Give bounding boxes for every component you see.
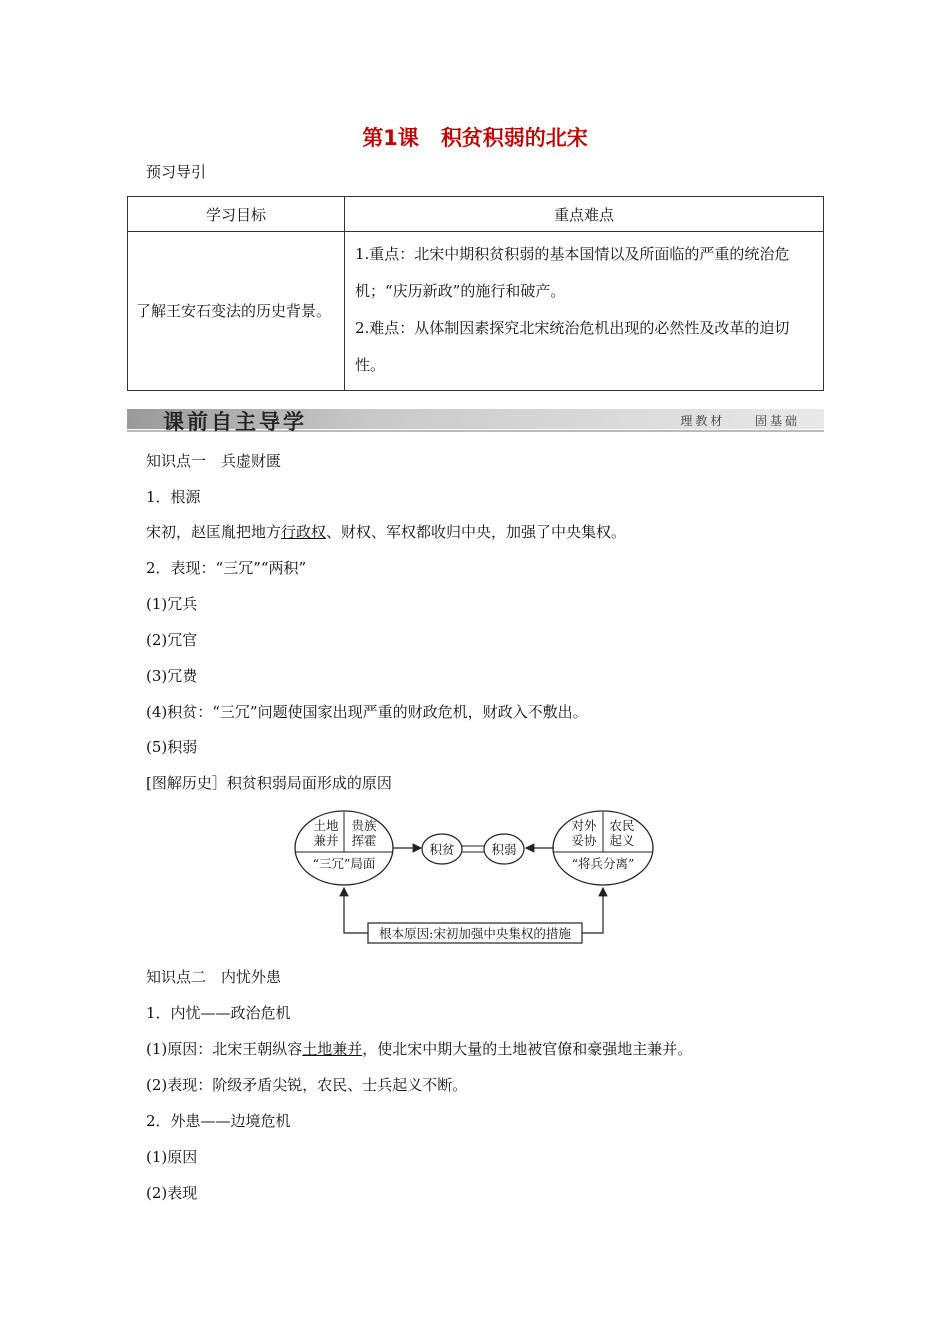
section1-sub4: (4)积贫：“三冗”问题使国家出现严重的财政危机，财政入不敷出。: [146, 703, 588, 721]
goals-table: [127, 196, 824, 391]
jiruo-label: 积弱: [491, 842, 517, 857]
item1-text-b: 、财权、军权都收归中央，加强了中央集权。: [326, 523, 627, 541]
root-arrow-right: [582, 888, 603, 933]
item1-text-underlined: 行政权: [281, 523, 327, 541]
section1-item1-text: [146, 522, 626, 542]
sanrong-label: “三冗”局面: [312, 856, 376, 871]
section2-item1: 1．内忧——政治危机: [146, 1004, 291, 1022]
section2-item2: 2．外患——边境危机: [146, 1112, 291, 1130]
banner-title: 课前自主导学: [163, 410, 307, 434]
noble-waste-1: 贵族: [351, 818, 377, 833]
root-cause-label: 根本原因:宋初加强中央集权的措施: [379, 926, 571, 941]
section2-sub3: (1)原因: [146, 1148, 198, 1166]
diagram-caption: [图解历史］积贫积弱局面形成的原因: [146, 774, 392, 792]
section2-sub1: [146, 1039, 692, 1059]
section-banner: [127, 404, 824, 434]
section1-item2: 2．表现：“三冗”“两积”: [146, 559, 307, 577]
focus-difficult-point: 2.难点：从体制因素探究北宋统治危机出现的必然性及改革的迫切性。: [355, 319, 790, 374]
foreign-compromise-1: 对外: [571, 818, 597, 833]
focus-key-point: 1.重点：北宋中期积贫积弱的基本国情以及所面临的严重的统治危机；“庆历新政”的施行和破产。: [355, 245, 790, 300]
page-title: [0, 122, 950, 152]
section2-sub2: (2)表现：阶级矛盾尖锐，农民、士兵起义不断。: [146, 1076, 468, 1094]
sub1-text-underlined: 土地兼并: [302, 1040, 363, 1058]
goal-cell: 了解王安石变法的历史背景。: [128, 232, 345, 391]
cause-diagram: [290, 806, 660, 948]
section1-sub2: (2)冗官: [146, 631, 198, 649]
banner-right-text: [680, 412, 800, 429]
preview-label: 预习导引: [146, 163, 207, 181]
sub1-text-a: (1)原因：北宋王朝纵容: [146, 1040, 303, 1058]
foreign-compromise-2: 妥协: [571, 833, 597, 848]
item1-text-a: 宋初，赵匡胤把地方: [146, 523, 282, 541]
lesson-name: 积贫积弱的北宋: [440, 126, 588, 150]
land-annex-2: 兼并: [313, 833, 339, 848]
section1-heading: 知识点一 兵虚财匮: [146, 452, 282, 470]
section1-sub5: (5)积弱: [146, 738, 198, 756]
header-focus: 重点难点: [345, 197, 824, 232]
section1-sub1: (1)冗兵: [146, 595, 198, 613]
section2-heading: 知识点二 内忧外患: [146, 968, 282, 986]
section2-sub4: (2)表现: [146, 1184, 198, 1202]
sub1-text-b: ，使北宋中期大量的土地被官僚和豪强地主兼并。: [362, 1040, 693, 1058]
root-arrow-left: [344, 888, 368, 933]
peasant-uprising-2: 起义: [609, 833, 635, 848]
land-annex-1: 土地: [313, 818, 339, 833]
lesson-number: 第1课: [362, 126, 419, 150]
focus-cell: [345, 232, 824, 391]
header-goals: 学习目标: [128, 197, 345, 232]
banner-right-1: 理教材: [680, 414, 726, 428]
right-ellipse-group: [553, 811, 653, 885]
section1-sub3: (3)冗费: [146, 667, 198, 685]
jipin-label: 积贫: [429, 842, 455, 857]
jiangbing-label: “将兵分离”: [571, 856, 635, 871]
left-ellipse-group: [295, 811, 393, 885]
section1-item1: 1．根源: [146, 488, 201, 506]
noble-waste-2: 挥霍: [351, 833, 377, 848]
peasant-uprising-1: 农民: [609, 818, 635, 833]
banner-right-2: 固基础: [754, 414, 800, 428]
